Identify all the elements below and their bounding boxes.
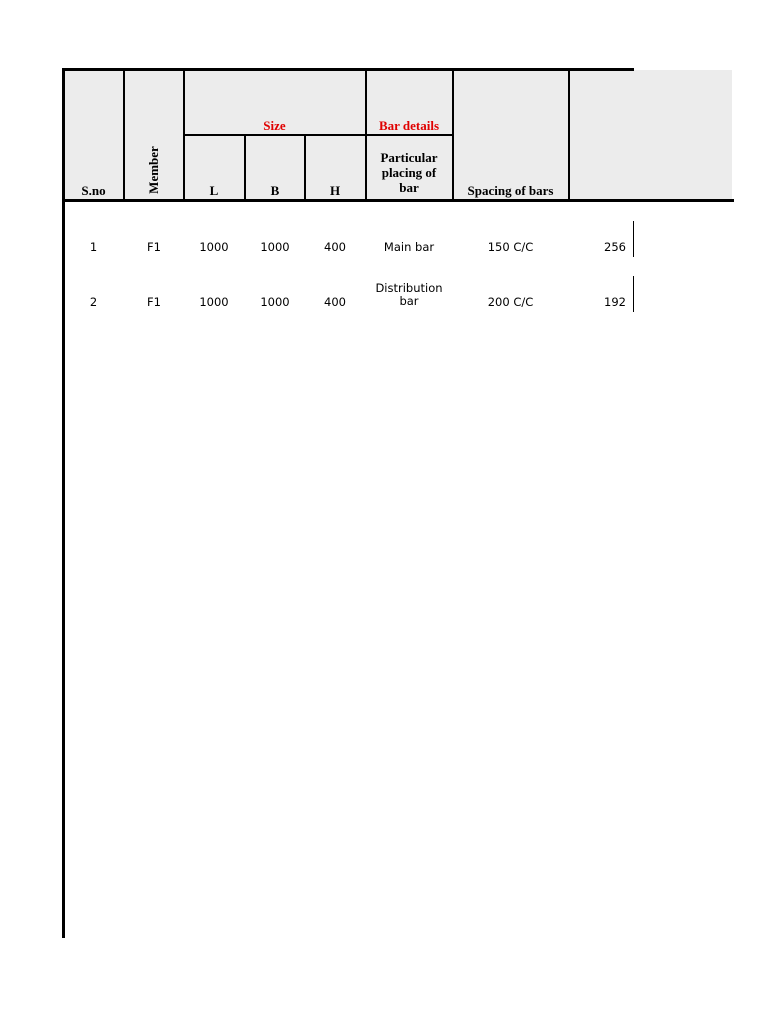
row1-member: F1 (147, 240, 161, 254)
left-border (62, 68, 65, 938)
row2-sno: 2 (89, 295, 98, 309)
row2-h: 400 (324, 295, 346, 309)
row1-sno: 1 (89, 240, 98, 254)
row1-count: 256 (604, 240, 626, 254)
divider-size-subheader (184, 134, 454, 136)
row2-right-border (633, 276, 634, 312)
divider-spacing-next (568, 70, 570, 200)
header-spacing: Spacing of bars (467, 183, 554, 198)
header-particular-placing: Particular placing of bar (380, 150, 438, 195)
row1-right-border (633, 221, 634, 257)
row2-count: 192 (604, 295, 626, 309)
header-top-border (62, 68, 634, 71)
row1-placing: Main bar (383, 240, 435, 254)
header-member: Member (145, 146, 161, 194)
row2-l: 1000 (199, 295, 229, 309)
header-bar-details: Bar details (378, 118, 440, 133)
header-breadth: B (270, 183, 280, 198)
row1-spacing: 150 C/C (487, 240, 534, 254)
row1-b: 1000 (260, 240, 290, 254)
row1-h: 400 (324, 240, 346, 254)
row1-l: 1000 (199, 240, 229, 254)
row2-placing: Distribution bar (375, 281, 443, 308)
row2-spacing: 200 C/C (487, 295, 534, 309)
header-height: H (329, 183, 341, 198)
row2-member: F1 (147, 295, 161, 309)
header-sno: S.no (81, 183, 106, 198)
header-length: L (209, 183, 219, 198)
header-size: Size (263, 118, 286, 133)
row2-b: 1000 (260, 295, 290, 309)
